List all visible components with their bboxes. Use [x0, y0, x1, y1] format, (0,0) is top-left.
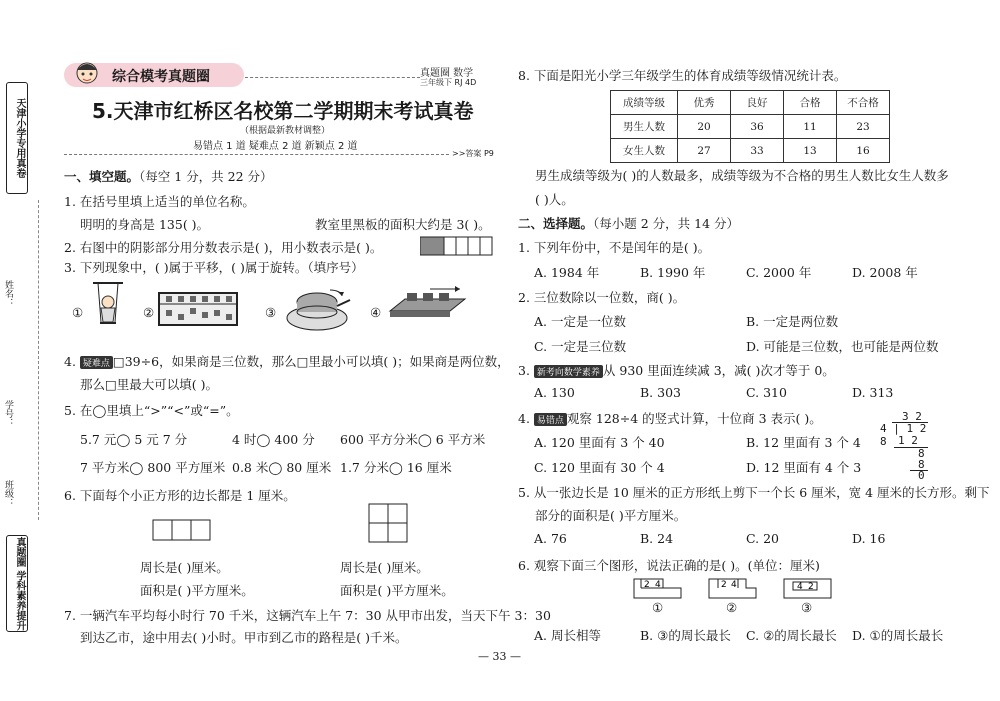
s2-q4	[518, 409, 822, 427]
s2-q1: 1. 下列年份中，不是闰年的是( )。	[518, 240, 711, 255]
series-tag: 真题圈 数学	[420, 68, 474, 79]
page-number: — 33 —	[478, 650, 521, 663]
table-cell: 23	[837, 115, 890, 139]
table-cell: 16	[837, 139, 890, 163]
s2-q4-number: 4.	[518, 411, 534, 426]
s2-q1-opt-a: A. 1984 年	[534, 265, 600, 280]
section1-note: （每空 1 分，共 22 分）	[139, 169, 273, 184]
svg-text:4: 4	[655, 580, 661, 590]
table-cell: 20	[678, 115, 731, 139]
s1-q5-r1c1: 5.7 元◯ 5 元 7 分	[80, 432, 188, 447]
s2-q6-opt-a: A. 周长相等	[534, 628, 601, 643]
s2-q3-text: 从 930 里面连续减 3，减( )次才等于 0。	[602, 363, 835, 378]
s1-q4-text: □39÷6，如果商是三位数，那么□里最小可以填( )；如果商是两位数，	[112, 354, 510, 369]
sidebar-top-label: 天津小学专用真卷	[6, 82, 28, 194]
q8-title: 8. 下面是阳光小学三年级学生的体育成绩等级情况统计表。	[518, 68, 847, 83]
svg-text:4: 4	[797, 582, 803, 592]
table-row	[611, 139, 890, 163]
s2-q4-opt-a: A. 120 里面有 3 个 40	[534, 435, 665, 450]
s1-q5: 5. 在◯里填上“>”“<”或“=”。	[64, 403, 239, 418]
exam-subtitle: （根据最新教材调整）	[240, 126, 331, 136]
s2-q3	[518, 361, 835, 379]
svg-text:2: 2	[808, 582, 814, 592]
table-cell: 27	[678, 139, 731, 163]
s1-q1: 1. 在括号里填上适当的单位名称。	[64, 194, 255, 209]
s2-q4-tag: 易错点	[534, 413, 567, 426]
s2-q2: 2. 三位数除以一位数，商( )。	[518, 290, 686, 305]
s1-q4	[64, 352, 510, 370]
grade-col-4: 不合格	[837, 91, 890, 115]
exam-title: 5.天津市红桥区名校第二学期期末考试真卷	[92, 99, 474, 123]
s2-q1-opt-d: D. 2008 年	[852, 265, 918, 280]
s2-q3-opt-b: B. 303	[640, 385, 681, 400]
section2-title: 二、选择题。	[518, 216, 594, 231]
s2-q2-opt-b: B. 一定是两位数	[746, 314, 839, 329]
q8-text2: ( )人。	[535, 192, 574, 207]
answer-ref: >>答案 P9	[452, 149, 494, 158]
s2-q5-opt-b: B. 24	[640, 531, 674, 546]
division-quotient: 3 2	[902, 410, 922, 423]
s2-q5b: 部分的面积是( )平方厘米。	[535, 508, 687, 523]
s2-q3-number: 3.	[518, 363, 534, 378]
grade-col-2: 良好	[731, 91, 784, 115]
division-step1: 1 2	[898, 434, 918, 447]
s2-q3-tag: 新考向数学素养	[534, 365, 603, 378]
abacus-icon	[158, 292, 238, 329]
s2-q4-opt-b: B. 12 里面有 3 个 4	[746, 435, 861, 450]
s2-q1-opt-b: B. 1990 年	[640, 265, 706, 280]
long-division-figure	[880, 410, 930, 480]
q6-figure-right	[368, 503, 410, 548]
grade-info: 三年级下 RJ 4D	[420, 78, 477, 87]
table-cell: 36	[731, 115, 784, 139]
s1-q4b: 那么□里最大可以填( )。	[80, 377, 219, 392]
s2-q2-opt-c: C. 一定是三位数	[534, 339, 627, 354]
s1-q1a: 明明的身高是 135( )。	[80, 217, 210, 232]
svg-text:2: 2	[644, 580, 650, 590]
fraction-grid-figure	[420, 236, 500, 261]
division-remainder: 0	[918, 469, 925, 482]
s2-q6-opt-d: D. ①的周长最长	[852, 628, 944, 643]
conveyor-icon	[385, 283, 470, 326]
swing-girl-icon	[88, 280, 128, 338]
s1-q5-r1c2: 4 时◯ 400 分	[232, 432, 315, 447]
sidebar-id-label: 学号：	[3, 400, 13, 427]
sidebar-binding-line	[38, 200, 39, 520]
sidebar-class-label: 班级：	[3, 480, 13, 507]
s2-q3-opt-c: C. 310	[746, 385, 787, 400]
s2-q2-opt-a: A. 一定是一位数	[534, 314, 626, 329]
s2-q5-opt-c: C. 20	[746, 531, 779, 546]
table-cell: 男生人数	[611, 115, 678, 139]
s2-q6: 6. 观察下面三个图形，说法正确的是( )。(单位：厘米)	[518, 558, 820, 573]
grade-col-0: 成绩等级	[611, 91, 678, 115]
s2-q4-text: 观察 128÷4 的竖式计算，十位商 3 表示( )。	[566, 411, 822, 426]
section1-heading	[64, 167, 273, 185]
s2-q3-opt-d: D. 313	[852, 385, 894, 400]
section2-note: （每小题 2 分，共 14 分）	[593, 216, 740, 231]
q6-figure-left	[152, 519, 212, 546]
sidebar-bottom-label: 真题圈 学科素养提升	[6, 535, 28, 632]
s1-q1b: 教室里黑板的面积大约是 3( )。	[315, 217, 491, 232]
s1-q7a: 7. 一辆汽车平均每小时行 70 千米，这辆汽车上午 7：30 从甲市出发，当天下午 3：30	[64, 608, 551, 623]
q6-perimeter-right: 周长是( )厘米。	[340, 560, 429, 575]
grade-col-1: 优秀	[678, 91, 731, 115]
s2-q4-opt-c: C. 120 里面有 30 个 4	[534, 460, 665, 475]
q6-area-left: 面积是( )平方厘米。	[140, 583, 254, 598]
s2-q4-opt-d: D. 12 里面有 4 个 3	[746, 460, 862, 475]
division-step3: 8	[918, 458, 925, 471]
s1-q7b: 到达乙市，途中用去( )小时。甲市到乙市的路程是( )千米。	[80, 630, 408, 645]
q6-perimeter-left: 周长是( )厘米。	[140, 560, 229, 575]
division-dividend: 4 | 1 2 8	[880, 422, 927, 448]
header-rule	[64, 154, 449, 155]
s2-q5-opt-d: D. 16	[852, 531, 886, 546]
table-cell: 女生人数	[611, 139, 678, 163]
grade-col-3: 合格	[784, 91, 837, 115]
table-row	[611, 115, 890, 139]
s1-q6: 6. 下面每个小正方形的边长都是 1 厘米。	[64, 488, 296, 503]
s2-q5-opt-a: A. 76	[534, 531, 567, 546]
table-cell: 13	[784, 139, 837, 163]
points-line: 易错点 1 道 疑难点 2 道 新颖点 2 道	[193, 141, 358, 152]
s1-q4-tag: 疑难点	[80, 356, 113, 369]
q3-label-2: ②	[143, 305, 155, 320]
q6-shape-label-3: ③	[801, 600, 813, 615]
q6-area-right: 面积是( )平方厘米。	[340, 583, 454, 598]
s2-q6-opt-c: C. ②的周长最长	[746, 628, 837, 643]
millstone-icon	[282, 280, 352, 338]
division-bar	[892, 422, 928, 423]
q3-label-3: ③	[265, 305, 277, 320]
header-divider	[245, 77, 420, 78]
s1-q2: 2. 右图中的阴影部分用分数表示是( )，用小数表示是( )。	[64, 240, 383, 255]
q3-label-4: ④	[370, 305, 382, 320]
s1-q5-r2c1: 7 平方米◯ 800 平方厘米	[80, 460, 226, 475]
section2-heading	[518, 214, 739, 232]
svg-text:4: 4	[731, 580, 737, 590]
s2-q1-opt-c: C. 2000 年	[746, 265, 812, 280]
svg-text:2: 2	[721, 580, 727, 590]
section1-title: 一、填空题。	[64, 169, 140, 184]
q6-shape-label-2: ②	[726, 600, 738, 615]
header-mascot-icon	[70, 60, 104, 90]
grade-table-header	[611, 91, 890, 115]
table-cell: 11	[784, 115, 837, 139]
q3-label-1: ①	[72, 305, 84, 320]
s2-q5a: 5. 从一张边长是 10 厘米的正方形纸上剪下一个长 6 厘米，宽 4 厘米的长方形。剩下	[518, 485, 990, 500]
s1-q5-r1c3: 600 平方分米◯ 6 平方米	[340, 432, 486, 447]
s1-q5-r2c2: 0.8 米◯ 80 厘米	[232, 460, 332, 475]
q8-text1: 男生成绩等级为( )的人数最多，成绩等级为不合格的男生人数比女生人数多	[535, 168, 949, 183]
grade-table	[610, 90, 890, 163]
sidebar-name-label: 姓名：	[3, 280, 13, 307]
table-cell: 33	[731, 139, 784, 163]
s1-q4-number: 4.	[64, 354, 80, 369]
series-title: 综合模考真题圈	[112, 69, 210, 85]
division-step2: 8	[918, 447, 925, 460]
q6-shape-label-1: ①	[652, 600, 664, 615]
s2-q2-opt-d: D. 可能是三位数，也可能是两位数	[746, 339, 939, 354]
s1-q3: 3. 下列现象中，( )属于平移，( )属于旋转。（填序号）	[64, 260, 364, 275]
s2-q6-opt-b: B. ③的周长最长	[640, 628, 731, 643]
s1-q5-r2c3: 1.7 分米◯ 16 厘米	[340, 460, 452, 475]
s2-q3-opt-a: A. 130	[534, 385, 575, 400]
